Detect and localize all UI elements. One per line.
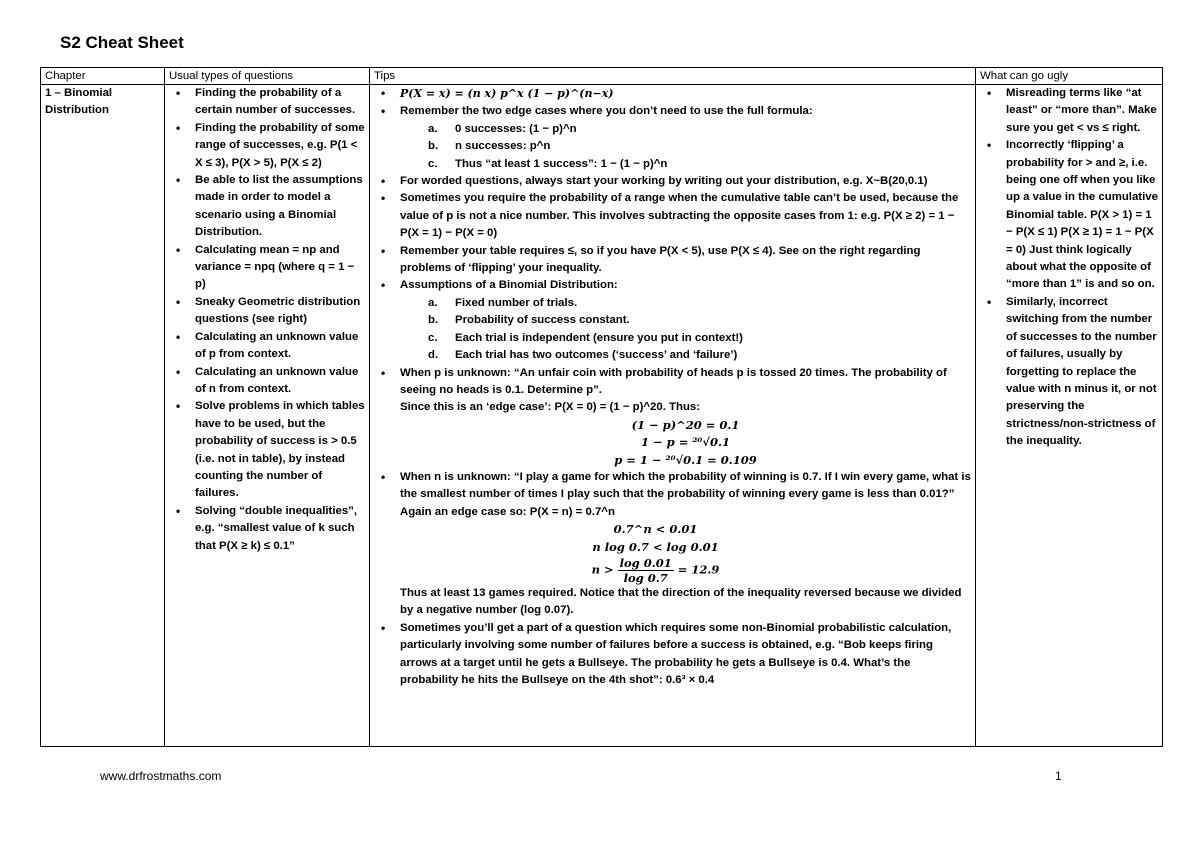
list-item (400, 469, 971, 620)
header-questions: Usual types of questions (165, 68, 370, 85)
header-ugly: What can go ugly (976, 68, 1163, 85)
questions-cell (165, 85, 370, 747)
fraction (618, 556, 674, 585)
sub-text: Thus “at least 1 success”: 1 − (1 − p)^n (455, 157, 668, 170)
sub-text: Probability of success constant. (455, 314, 630, 327)
list-item: • Sneaky Geometric distribution questions (see right) (195, 294, 365, 329)
list-item (400, 365, 971, 469)
sub-item (428, 138, 971, 155)
list-item: • Finding the probability of a certain number of successes. (195, 85, 365, 120)
fraction-equation (400, 556, 971, 585)
edge-cases-list (400, 121, 971, 173)
cheat-sheet-table (40, 67, 1163, 747)
list-item: • Calculating an unknown value of n from context. (195, 364, 365, 399)
sub-text: Each trial is independent (ensure you put in context!) (455, 331, 743, 344)
sub-item (428, 156, 971, 173)
assumptions-intro: Assumptions of a Binomial Distribution: (400, 279, 618, 292)
equation-line: 1 − p = ²⁰√0.1 (641, 435, 730, 450)
assumptions-list (400, 295, 971, 365)
ugly-list (980, 85, 1158, 451)
ugly-cell (976, 85, 1163, 747)
list-item: • Solve problems in which tables have to be used, but the probability of success is > 0.5 (i.e. not in table), by instead counting the number of failures. (195, 398, 365, 502)
header-row (41, 68, 1163, 85)
n-conclusion-text: Thus at least 13 games required. Notice that the direction of the inequality reversed because we divided by a negative number (log 0.07). (400, 586, 962, 617)
questions-list (169, 85, 365, 555)
fraction-rhs: = 12.9 (677, 562, 720, 577)
fraction-denominator: log 0.7 (623, 570, 668, 585)
list-item (400, 277, 971, 364)
list-item: • Calculating an unknown value of p from context. (195, 329, 365, 364)
sub-item (428, 121, 971, 138)
sub-item (428, 330, 971, 347)
sub-marker: c. (428, 157, 438, 170)
sub-marker: b. (428, 314, 439, 327)
p-unknown-text: • When p is unknown: “An unfair coin with probability of heads p is tossed 20 times. The probability of seeing no heads is 0.1. Determine p”. (400, 366, 947, 396)
p-edge-text: Since this is an ‘edge case’: P(X = 0) = (1 − p)^20. Thus: (400, 401, 701, 414)
list-item: • Sometimes you require the probability of a range when the cumulative table can’t be used, because the value of p is not a nice number. This involves subtracting the opposite cases from 1: e.g. P(X ≥ 2) = 1 − P(X = 1) − P(X = 0) (400, 190, 971, 242)
list-item: • Misreading terms like “at least” or “more than”. Make sure you get < vs ≤ right. (1006, 85, 1158, 137)
list-item: • Incorrectly ‘flipping’ a probability for > and ≥, i.e. being one off when you like up a value in the cumulative Binomial table. P(X > 1) = 1 − P(X ≤ 1) P(X ≥ 1) = 1 − P(X = 0) Just think logically about what the opposite of “more than 1” is and so on. (1006, 137, 1158, 294)
equation-line: (1 − p)^20 = 0.1 (631, 417, 740, 432)
list-item (400, 103, 971, 173)
equation-line: 0.7^n < 0.01 (613, 522, 698, 537)
sub-text: Fixed number of trials. (455, 296, 578, 309)
fraction-numerator: log 0.01 (619, 555, 672, 570)
sub-text: Each trial has two outcomes (‘success’ and ‘failure’) (455, 349, 738, 362)
sub-item (428, 312, 971, 329)
list-item: • Finding the probability of some range of successes, e.g. P(1 < X ≤ 3), P(X > 5), P(X ≤ 2) (195, 120, 365, 172)
equation-line: p = 1 − ²⁰√0.1 = 0.109 (614, 452, 757, 467)
binomial-formula: P(X = x) = (n x) p^x (1 − p)^(n−x) (400, 87, 614, 100)
page-number: 1 (1055, 769, 1062, 783)
sub-marker: a. (428, 296, 438, 309)
n-unknown-text: • When n is unknown: “I play a game for which the probability of winning is 0.7. If I win every game, what is the smallest number of times I play such that the probability of winning every game is less than 0.01?” (400, 470, 971, 501)
page-title: S2 Cheat Sheet (60, 33, 184, 52)
sub-marker: a. (428, 122, 438, 135)
list-item: • Remember your table requires ≤, so if you have P(X < 5), use P(X ≤ 4). See on the right regarding problems of ‘flipping’ your inequality. (400, 243, 971, 278)
list-item: • Calculating mean = np and variance = npq (where q = 1 − p) (195, 242, 365, 294)
list-item: • For worded questions, always start your working by writing out your distribution, e.g. X~B(20,0.1) (400, 173, 971, 190)
chapter-cell: 1 – Binomial Distribution (41, 85, 165, 747)
n-edge-text: Again an edge case so: P(X = n) = 0.7^n (400, 505, 615, 518)
table-row (41, 85, 1163, 747)
equation-line: n log 0.7 < log 0.01 (592, 539, 719, 554)
fraction-lhs: n > (591, 562, 614, 577)
sub-text: 0 successes: (1 − p)^n (455, 122, 577, 135)
header-tips: Tips (370, 68, 976, 85)
sub-text: n successes: p^n (455, 140, 551, 153)
footer-url: www.drfrostmaths.com (100, 769, 222, 783)
edge-intro: Remember the two edge cases where you don’t need to use the full formula: (400, 105, 813, 118)
tips-list (374, 85, 971, 689)
sub-item (428, 347, 971, 364)
list-item: • Solving “double inequalities”, e.g. “smallest value of k such that P(X ≥ k) ≤ 0.1” (195, 503, 365, 555)
list-item (400, 85, 971, 103)
header-chapter: Chapter (41, 68, 165, 85)
list-item: • Similarly, incorrect switching from the number of successes to the number of failures, usually by forgetting to replace the value with n minus it, or not preserving the strictness/non-strictness of the inequality. (1006, 294, 1158, 451)
list-item: • Sometimes you’ll get a part of a question which requires some non-Binomial probabilistic calculation, particularly involving some number of failures before a success is obtained, e.g. “Bob keeps firing arrows at a target until he gets a Bullseye. The probability he gets a Bullseye is 0.4. What’s the probability he hits the Bullseye on the 4th shot”: 0.6³ × 0.4 (400, 620, 971, 690)
sub-item (428, 295, 971, 312)
sub-marker: b. (428, 140, 439, 153)
sub-marker: d. (428, 349, 439, 362)
list-item: • Be able to list the assumptions made in order to model a scenario using a Binomial Distribution. (195, 172, 365, 242)
sub-marker: c. (428, 331, 438, 344)
tips-cell (370, 85, 976, 747)
